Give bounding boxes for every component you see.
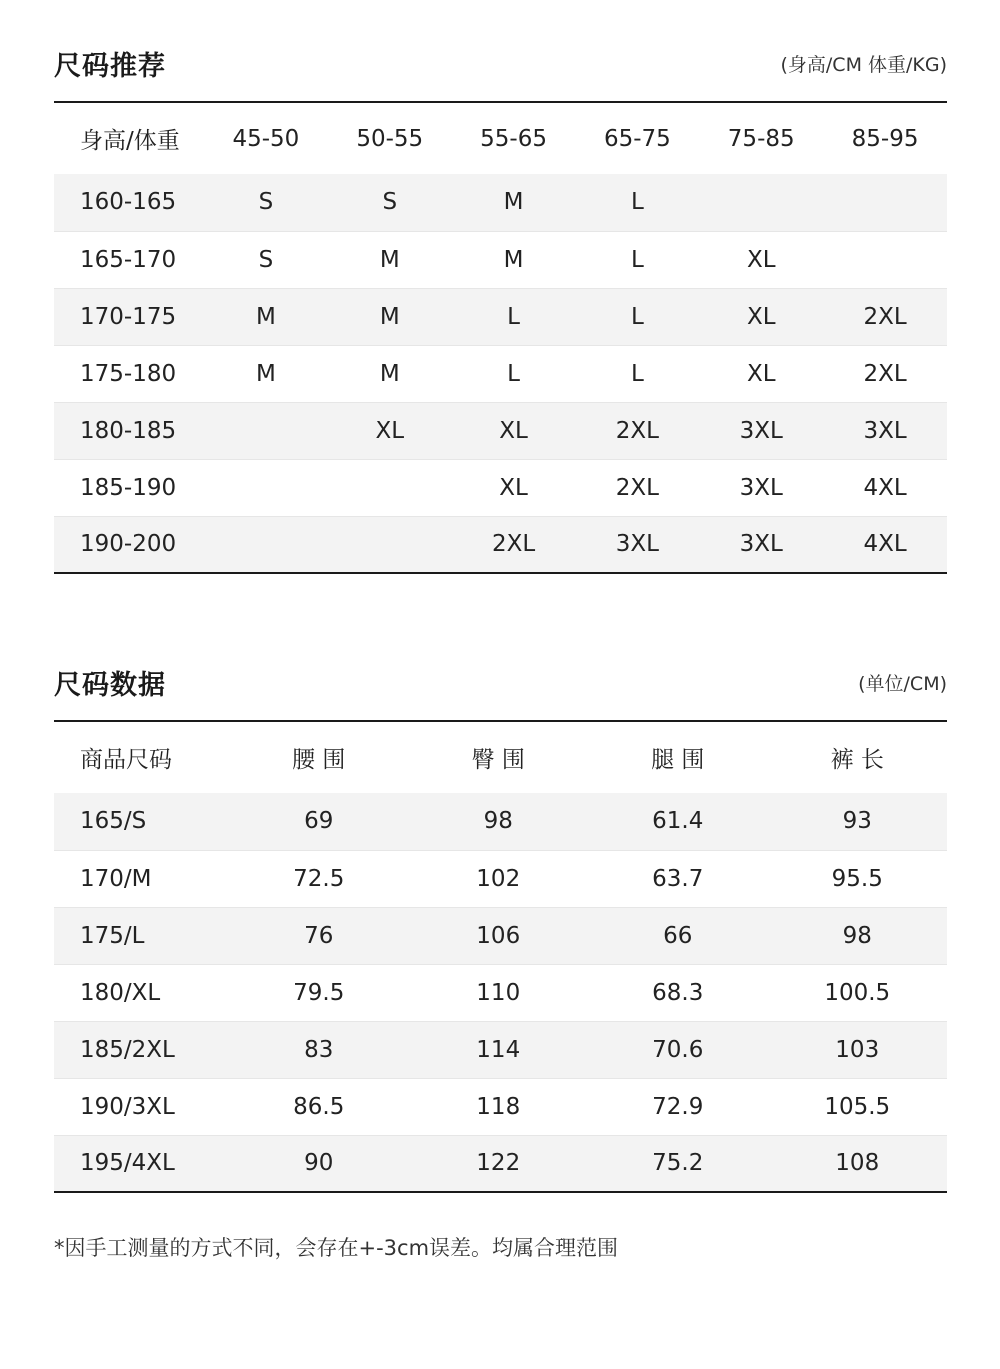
table-cell: XL xyxy=(699,345,823,402)
table-cell: M xyxy=(204,288,328,345)
table-cell: 75.2 xyxy=(588,1135,768,1192)
table-cell: 72.5 xyxy=(229,850,409,907)
table-header-row xyxy=(54,102,947,174)
header-product-size: 商品尺码 xyxy=(80,747,172,773)
row-label-cell: 190/3XL xyxy=(54,1078,229,1135)
size-data-title: 尺码数据 xyxy=(54,670,166,701)
table-cell: M xyxy=(452,174,576,231)
size-data-header xyxy=(54,664,947,720)
table-cell: 118 xyxy=(409,1078,589,1135)
table-cell: 90 xyxy=(229,1135,409,1192)
header-weight-range: 85-95 xyxy=(851,125,919,152)
table-cell: XL xyxy=(452,402,576,459)
table-cell: 72.9 xyxy=(588,1078,768,1135)
table-cell: 76 xyxy=(229,907,409,964)
table-row xyxy=(54,1021,947,1078)
table-cell: XL xyxy=(328,402,452,459)
size-recommend-header xyxy=(54,45,947,101)
table-row xyxy=(54,1135,947,1192)
table-cell: XL xyxy=(699,288,823,345)
table-cell: XL xyxy=(699,231,823,288)
row-label-cell: 175/L xyxy=(54,907,229,964)
table-cell: L xyxy=(575,174,699,231)
table-cell: 3XL xyxy=(699,402,823,459)
table-row xyxy=(54,459,947,516)
table-cell: L xyxy=(575,345,699,402)
table-row xyxy=(54,288,947,345)
table-cell: 68.3 xyxy=(588,964,768,1021)
table-cell: L xyxy=(575,288,699,345)
header-hip: 臀 围 xyxy=(471,747,525,773)
header-pants-length: 裤 长 xyxy=(830,747,884,773)
table-cell: 2XL xyxy=(823,288,947,345)
row-label-cell: 170/M xyxy=(54,850,229,907)
header-weight-range: 55-65 xyxy=(480,125,547,152)
table-cell: L xyxy=(575,231,699,288)
table-cell: S xyxy=(204,174,328,231)
table-cell: 100.5 xyxy=(768,964,948,1021)
table-cell xyxy=(204,459,328,516)
row-label-cell: 175-180 xyxy=(54,345,204,402)
table-cell: M xyxy=(328,288,452,345)
table-cell: 2XL xyxy=(452,516,576,573)
table-cell: 122 xyxy=(409,1135,589,1192)
header-thigh: 腿 围 xyxy=(651,747,705,773)
table-cell: 93 xyxy=(768,793,948,850)
row-label-cell: 185/2XL xyxy=(54,1021,229,1078)
table-cell: 3XL xyxy=(699,459,823,516)
size-recommend-body xyxy=(54,174,947,573)
row-label-cell: 160-165 xyxy=(54,174,204,231)
table-cell xyxy=(204,516,328,573)
row-label-cell: 165/S xyxy=(54,793,229,850)
table-cell: 102 xyxy=(409,850,589,907)
measurement-note: *因手工测量的方式不同，会存在+-3cm误差。均属合理范围 xyxy=(54,1236,619,1260)
row-label-cell: 185-190 xyxy=(54,459,204,516)
table-cell: 2XL xyxy=(575,402,699,459)
table-row xyxy=(54,850,947,907)
table-cell xyxy=(823,231,947,288)
table-cell: 2XL xyxy=(575,459,699,516)
table-row xyxy=(54,402,947,459)
row-label-cell: 190-200 xyxy=(54,516,204,573)
table-cell xyxy=(328,516,452,573)
table-cell: 3XL xyxy=(575,516,699,573)
table-cell: L xyxy=(452,288,576,345)
table-row xyxy=(54,231,947,288)
table-cell: 108 xyxy=(768,1135,948,1192)
table-cell: 2XL xyxy=(823,345,947,402)
table-header-row xyxy=(54,721,947,793)
table-row xyxy=(54,793,947,850)
table-cell: M xyxy=(204,345,328,402)
table-cell: 66 xyxy=(588,907,768,964)
table-row xyxy=(54,907,947,964)
table-cell xyxy=(204,402,328,459)
size-recommend-table xyxy=(54,101,947,574)
row-label-cell: 180-185 xyxy=(54,402,204,459)
table-cell: S xyxy=(204,231,328,288)
header-weight-range: 45-50 xyxy=(232,125,300,152)
table-cell: 61.4 xyxy=(588,793,768,850)
table-cell: L xyxy=(452,345,576,402)
table-cell: 103 xyxy=(768,1021,948,1078)
header-height-weight: 身高/体重 xyxy=(80,128,180,154)
size-recommend-section xyxy=(54,45,947,574)
size-data-table xyxy=(54,720,947,1193)
table-row xyxy=(54,516,947,573)
table-cell: M xyxy=(452,231,576,288)
table-cell: 70.6 xyxy=(588,1021,768,1078)
table-cell xyxy=(328,459,452,516)
table-cell: 83 xyxy=(229,1021,409,1078)
table-row xyxy=(54,964,947,1021)
table-cell: 63.7 xyxy=(588,850,768,907)
table-cell: 3XL xyxy=(699,516,823,573)
table-cell: M xyxy=(328,231,452,288)
table-cell: XL xyxy=(452,459,576,516)
header-weight-range: 65-75 xyxy=(603,125,671,152)
table-cell: 95.5 xyxy=(768,850,948,907)
size-data-section xyxy=(54,664,947,1193)
table-cell: 98 xyxy=(768,907,948,964)
table-cell: 4XL xyxy=(823,459,947,516)
table-cell: 110 xyxy=(409,964,589,1021)
table-cell xyxy=(823,174,947,231)
table-cell: 105.5 xyxy=(768,1078,948,1135)
size-data-body xyxy=(54,793,947,1192)
row-label-cell: 170-175 xyxy=(54,288,204,345)
size-recommend-unit: (身高/CM 体重/KG) xyxy=(780,54,947,76)
table-cell: 98 xyxy=(409,793,589,850)
size-recommend-title: 尺码推荐 xyxy=(54,51,166,82)
row-label-cell: 195/4XL xyxy=(54,1135,229,1192)
table-cell: S xyxy=(328,174,452,231)
table-cell: 86.5 xyxy=(229,1078,409,1135)
size-data-unit: (单位/CM) xyxy=(858,673,947,695)
table-cell: 114 xyxy=(409,1021,589,1078)
table-cell xyxy=(699,174,823,231)
header-weight-range: 50-55 xyxy=(356,125,424,152)
table-cell: M xyxy=(328,345,452,402)
table-cell: 3XL xyxy=(823,402,947,459)
table-row xyxy=(54,1078,947,1135)
row-label-cell: 180/XL xyxy=(54,964,229,1021)
table-row xyxy=(54,345,947,402)
header-waist: 腰 围 xyxy=(292,747,346,773)
table-cell: 106 xyxy=(409,907,589,964)
table-cell: 79.5 xyxy=(229,964,409,1021)
table-cell: 4XL xyxy=(823,516,947,573)
row-label-cell: 165-170 xyxy=(54,231,204,288)
table-row xyxy=(54,174,947,231)
header-weight-range: 75-85 xyxy=(727,125,795,152)
table-cell: 69 xyxy=(229,793,409,850)
